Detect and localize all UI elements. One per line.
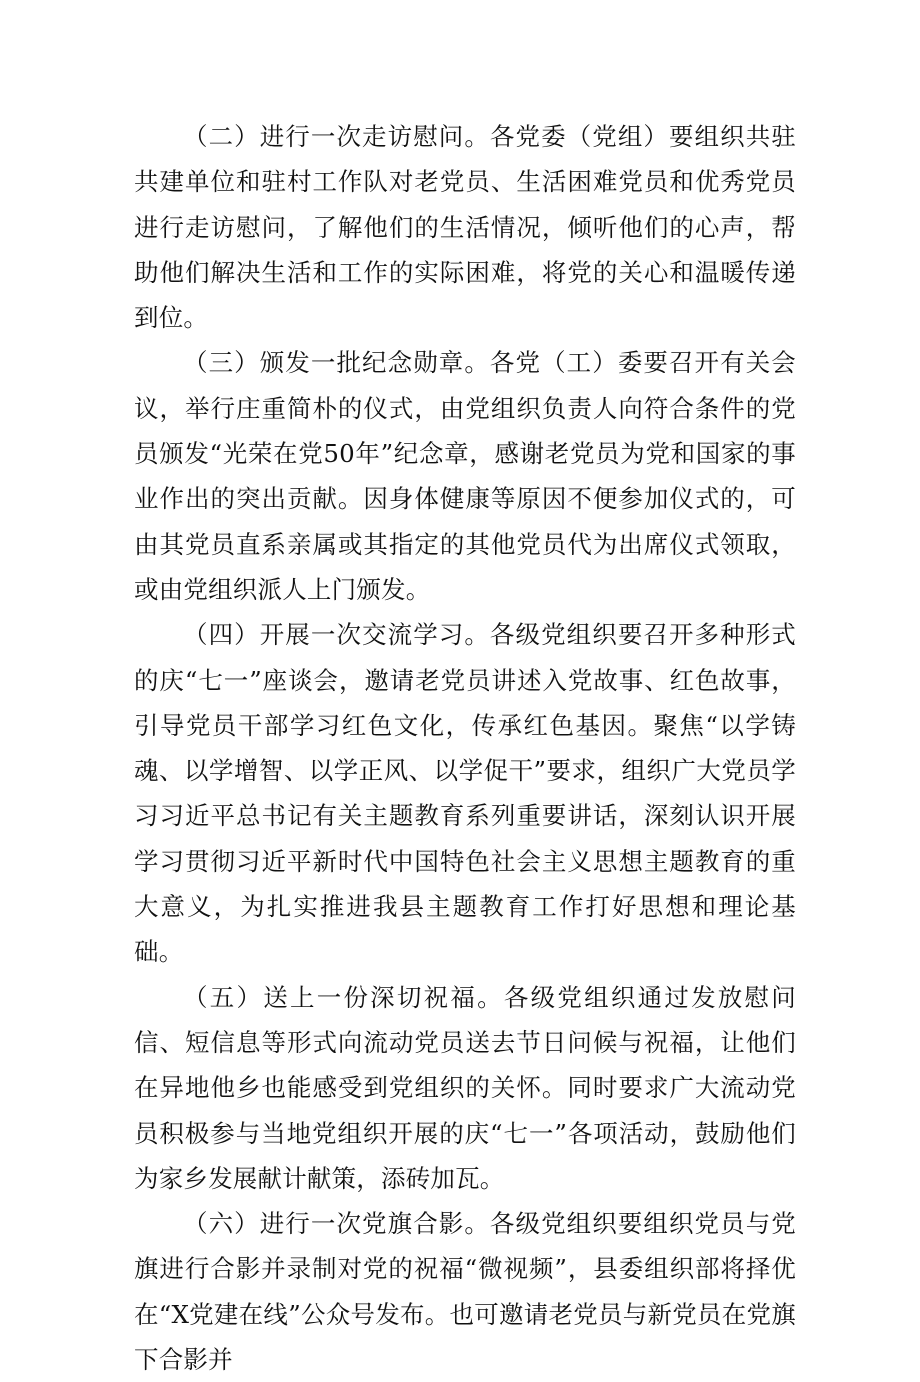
paragraph-section-4: （四）开展一次交流学习。各级党组织要召开多种形式的庆“七一”座谈会，邀请老党员讲述入党故事、红色故事，引导党员干部学习红色文化，传承红色基因。聚焦“以学铸魂、以学增智、以学正风、以学促干”要求，组织广大党员学习习近平总书记有关主题教育系列重要讲话，深刻认识开展学习贯彻习近平新时代中国特色社会主义思想主题教育的重大意义，为扎实推进我县主题教育工作打好思想和理论基础。 — [134, 620, 796, 967]
paragraph-section-3: （三）颁发一批纪念勋章。各党（工）委要召开有关会议，举行庄重简朴的仪式，由党组织负责人向符合条件的党员颁发“光荣在党50年”纪念章，感谢老党员为党和国家的事业作出的突出贡献。因身体健康等原因不便参加仪式的，可由其党员直系亲属或其指定的其他党员代为出席仪式领取，或由党组织派人上门颁发。 — [134, 348, 796, 604]
paragraph-section-5: （五）送上一份深切祝福。各级党组织通过发放慰问信、短信息等形式向流动党员送去节日问候与祝福，让他们在异地他乡也能感受到党组织的关怀。同时要求广大流动党员积极参与当地党组织开展的庆“七一”各项活动，鼓励他们为家乡发展献计献策，添砖加瓦。 — [134, 982, 796, 1193]
document-body — [134, 114, 796, 1382]
paragraph-section-6: （六）进行一次党旗合影。各级党组织要组织党员与党旗进行合影并录制对党的祝福“微视频”，县委组织部将择优在“X党建在线”公众号发布。也可邀请老党员与新党员在党旗下合影并 — [134, 1209, 796, 1375]
paragraph-section-2: （二）进行一次走访慰问。各党委（党组）要组织共驻共建单位和驻村工作队对老党员、生活困难党员和优秀党员进行走访慰问，了解他们的生活情况，倾听他们的心声，帮助他们解决生活和工作的实际困难，将党的关心和温暖传递到位。 — [134, 122, 796, 333]
